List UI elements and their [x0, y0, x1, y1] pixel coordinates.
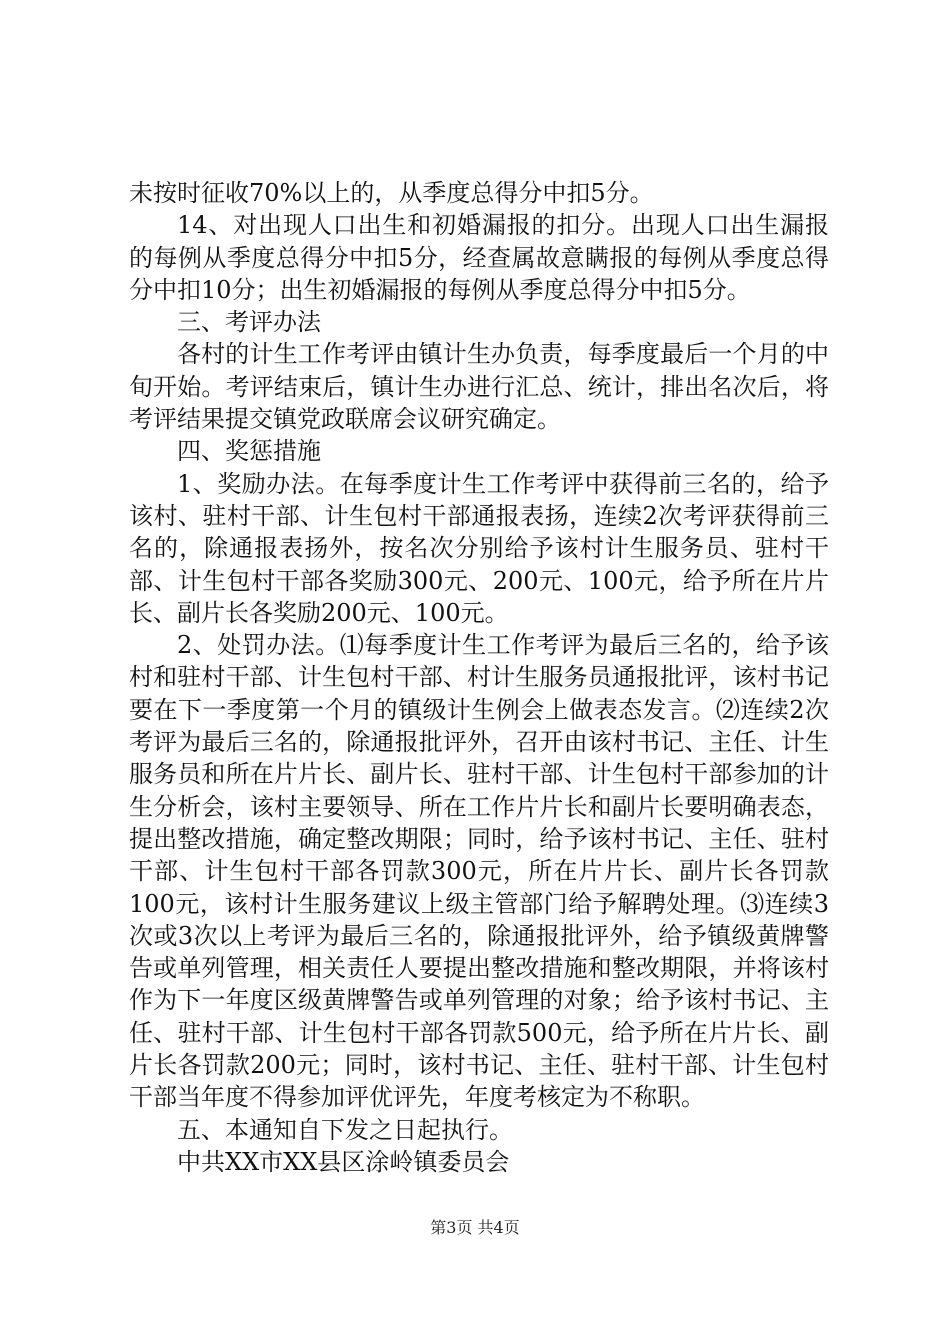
paragraph-penalties: 2、处罚办法。⑴每季度计生工作考评为最后三名的，给予该村和驻村干部、计生包村干部、村计生服务员通报批评，该村书记要在下一季度第一个月的镇级计生例会上做表态发言。⑵连续2次考评为最后三名的，除通报批评外，召开由该村书记、主任、计生服务员和所在片片长、副片长、驻村干部、计生包村干部参加的计生分析会，该村主要领导、所在工作片片长和副片长要明确表态，提出整改措施，确定整改期限；同时，给予该村书记、主任、驻村干部、计生包村干部各罚款300元，所在片片长、副片长各罚款100元，该村计生服务建议上级主管部门给予解聘处理。⑶连续3次或3次以上考评为最后三名的，除通报批评外，给予镇级黄牌警告或单列管理，相关责任人要提出整改措施和整改期限，并将该村作为下一年度区级黄牌警告或单列管理的对象；给予该村书记、主任、驻村干部、计生包村干部各罚款500元，给予所在片片长、副片长各罚款200元；同时，该村书记、主任、驻村干部、计生包村干部当年度不得参加评优评先，年度考核定为不称职。: [129, 631, 829, 1112]
paragraph-item-14: 14、对出现人口出生和初婚漏报的扣分。出现人口出生漏报的每例从季度总得分中扣5分，经查属故意瞒报的每例从季度总得分中扣10分；出生初婚漏报的每例从季度总得分中扣5分。: [129, 211, 829, 304]
section-heading-rewards-penalties: 四、奖惩措施: [177, 437, 321, 466]
document-body: [129, 177, 829, 1178]
issuing-organization: 中共XX市XX县区涂岭镇委员会: [177, 1147, 510, 1176]
section-heading-evaluation-method: 三、考评办法: [177, 308, 321, 337]
paragraph-evaluation-method: 各村的计生工作考评由镇计生办负责，每季度最后一个月的中旬开始。考评结束后，镇计生办进行汇总、统计，排出名次后，将考评结果提交镇党政联席会议研究确定。: [129, 340, 829, 434]
page-number-footer: 第3页 共4页: [430, 1218, 520, 1237]
paragraph-rewards: 1、奖励办法。在每季度计生工作考评中获得前三名的，给予该村、驻村干部、计生包村干部通报表扬，连续2次考评获得前三名的，除通报表扬外，按名次分别给予该村计生服务员、驻村干部、计生包村干部各奖励300元、200元、100元，给予所在片片长、副片长各奖励200元、100元。: [129, 469, 829, 627]
section-heading-effective-date: 五、本通知自下发之日起执行。: [177, 1115, 513, 1144]
paragraph-continuation: 未按时征收70%以上的，从季度总得分中扣5分。: [129, 179, 654, 207]
